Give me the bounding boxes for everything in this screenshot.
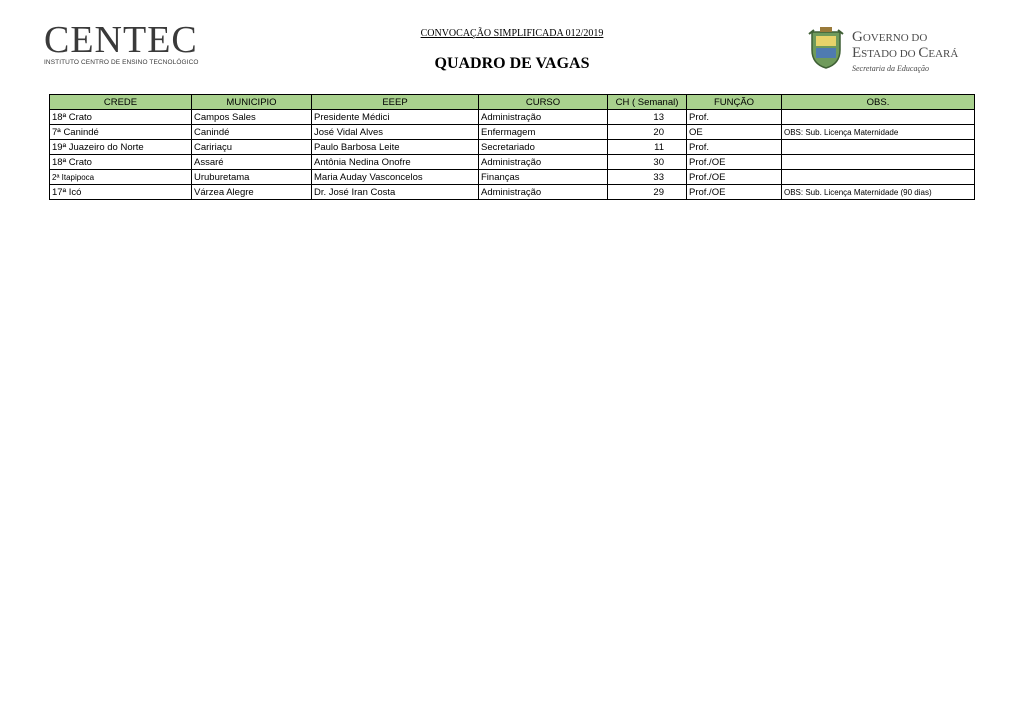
gov-line2: ESTADO DO CEARÁ bbox=[852, 45, 959, 61]
table-row bbox=[50, 185, 975, 200]
column-header-municipio: MUNICIPIO bbox=[192, 95, 312, 110]
table-row bbox=[50, 170, 975, 185]
cell-ch: 11 bbox=[608, 140, 687, 155]
cell-funcao: Prof. bbox=[687, 110, 782, 125]
cell-ch: 33 bbox=[608, 170, 687, 185]
table-row bbox=[50, 155, 975, 170]
cell-curso: Administração bbox=[479, 110, 608, 125]
cell-municipio: Várzea Alegre bbox=[192, 185, 312, 200]
cell-eeep: Dr. José Iran Costa bbox=[312, 185, 479, 200]
cell-eeep: Presidente Médici bbox=[312, 110, 479, 125]
cell-eeep: Antônia Nedina Onofre bbox=[312, 155, 479, 170]
cell-crede: 17ª Icó bbox=[50, 185, 192, 200]
ceara-crest-icon bbox=[806, 26, 846, 70]
cell-funcao: Prof./OE bbox=[687, 155, 782, 170]
governo-ceara-text bbox=[852, 30, 958, 73]
table-row bbox=[50, 140, 975, 155]
table-row bbox=[50, 125, 975, 140]
column-header-ch: CH ( Semanal) bbox=[608, 95, 687, 110]
cell-obs bbox=[782, 110, 975, 125]
cell-crede: 18ª Crato bbox=[50, 155, 192, 170]
table-row bbox=[50, 110, 975, 125]
column-header-eeep: EEEP bbox=[312, 95, 479, 110]
gov-line1: GOVERNO DO bbox=[852, 29, 928, 45]
cell-municipio: Assaré bbox=[192, 155, 312, 170]
cell-funcao: Prof./OE bbox=[687, 185, 782, 200]
cell-eeep: Maria Auday Vasconcelos bbox=[312, 170, 479, 185]
cell-ch: 20 bbox=[608, 125, 687, 140]
cell-crede: 7ª Canindé bbox=[50, 125, 192, 140]
cell-funcao: OE bbox=[687, 125, 782, 140]
cell-obs bbox=[782, 170, 975, 185]
cell-obs: OBS: Sub. Licença Maternidade bbox=[782, 125, 975, 140]
table-header-row bbox=[50, 95, 975, 110]
column-header-crede: CREDE bbox=[50, 95, 192, 110]
cell-eeep: Paulo Barbosa Leite bbox=[312, 140, 479, 155]
cell-curso: Finanças bbox=[479, 170, 608, 185]
cell-ch: 29 bbox=[608, 185, 687, 200]
gov-line3: Secretaria da Educação bbox=[852, 64, 930, 73]
cell-municipio: Uruburetama bbox=[192, 170, 312, 185]
cell-crede: 19ª Juazeiro do Norte bbox=[50, 140, 192, 155]
cell-obs: OBS: Sub. Licença Maternidade (90 dias) bbox=[782, 185, 975, 200]
vacancies-table bbox=[49, 94, 975, 200]
cell-obs bbox=[782, 140, 975, 155]
cell-curso: Administração bbox=[479, 185, 608, 200]
document-subtitle: CONVOCAÇÃO SIMPLIFICADA 012/2019 bbox=[420, 28, 604, 39]
cell-ch: 13 bbox=[608, 110, 687, 125]
cell-eeep: José Vidal Alves bbox=[312, 125, 479, 140]
cell-crede: 2ª Itapipoca bbox=[50, 170, 192, 185]
centec-logo-subtext: INSTITUTO CENTRO DE ENSINO TECNOLÓGICO bbox=[44, 59, 199, 66]
document-title: QUADRO DE VAGAS bbox=[434, 55, 590, 72]
centec-logo-text: CENTEC bbox=[44, 19, 198, 61]
column-header-obs: OBS. bbox=[782, 95, 975, 110]
cell-curso: Secretariado bbox=[479, 140, 608, 155]
cell-curso: Administração bbox=[479, 155, 608, 170]
cell-municipio: Campos Sales bbox=[192, 110, 312, 125]
cell-funcao: Prof. bbox=[687, 140, 782, 155]
cell-curso: Enfermagem bbox=[479, 125, 608, 140]
column-header-funcao: FUNÇÃO bbox=[687, 95, 782, 110]
cell-funcao: Prof./OE bbox=[687, 170, 782, 185]
column-header-curso: CURSO bbox=[479, 95, 608, 110]
cell-municipio: Caririaçu bbox=[192, 140, 312, 155]
cell-municipio: Canindé bbox=[192, 125, 312, 140]
cell-ch: 30 bbox=[608, 155, 687, 170]
cell-obs bbox=[782, 155, 975, 170]
cell-crede: 18ª Crato bbox=[50, 110, 192, 125]
governo-ceara-logo bbox=[806, 26, 996, 74]
